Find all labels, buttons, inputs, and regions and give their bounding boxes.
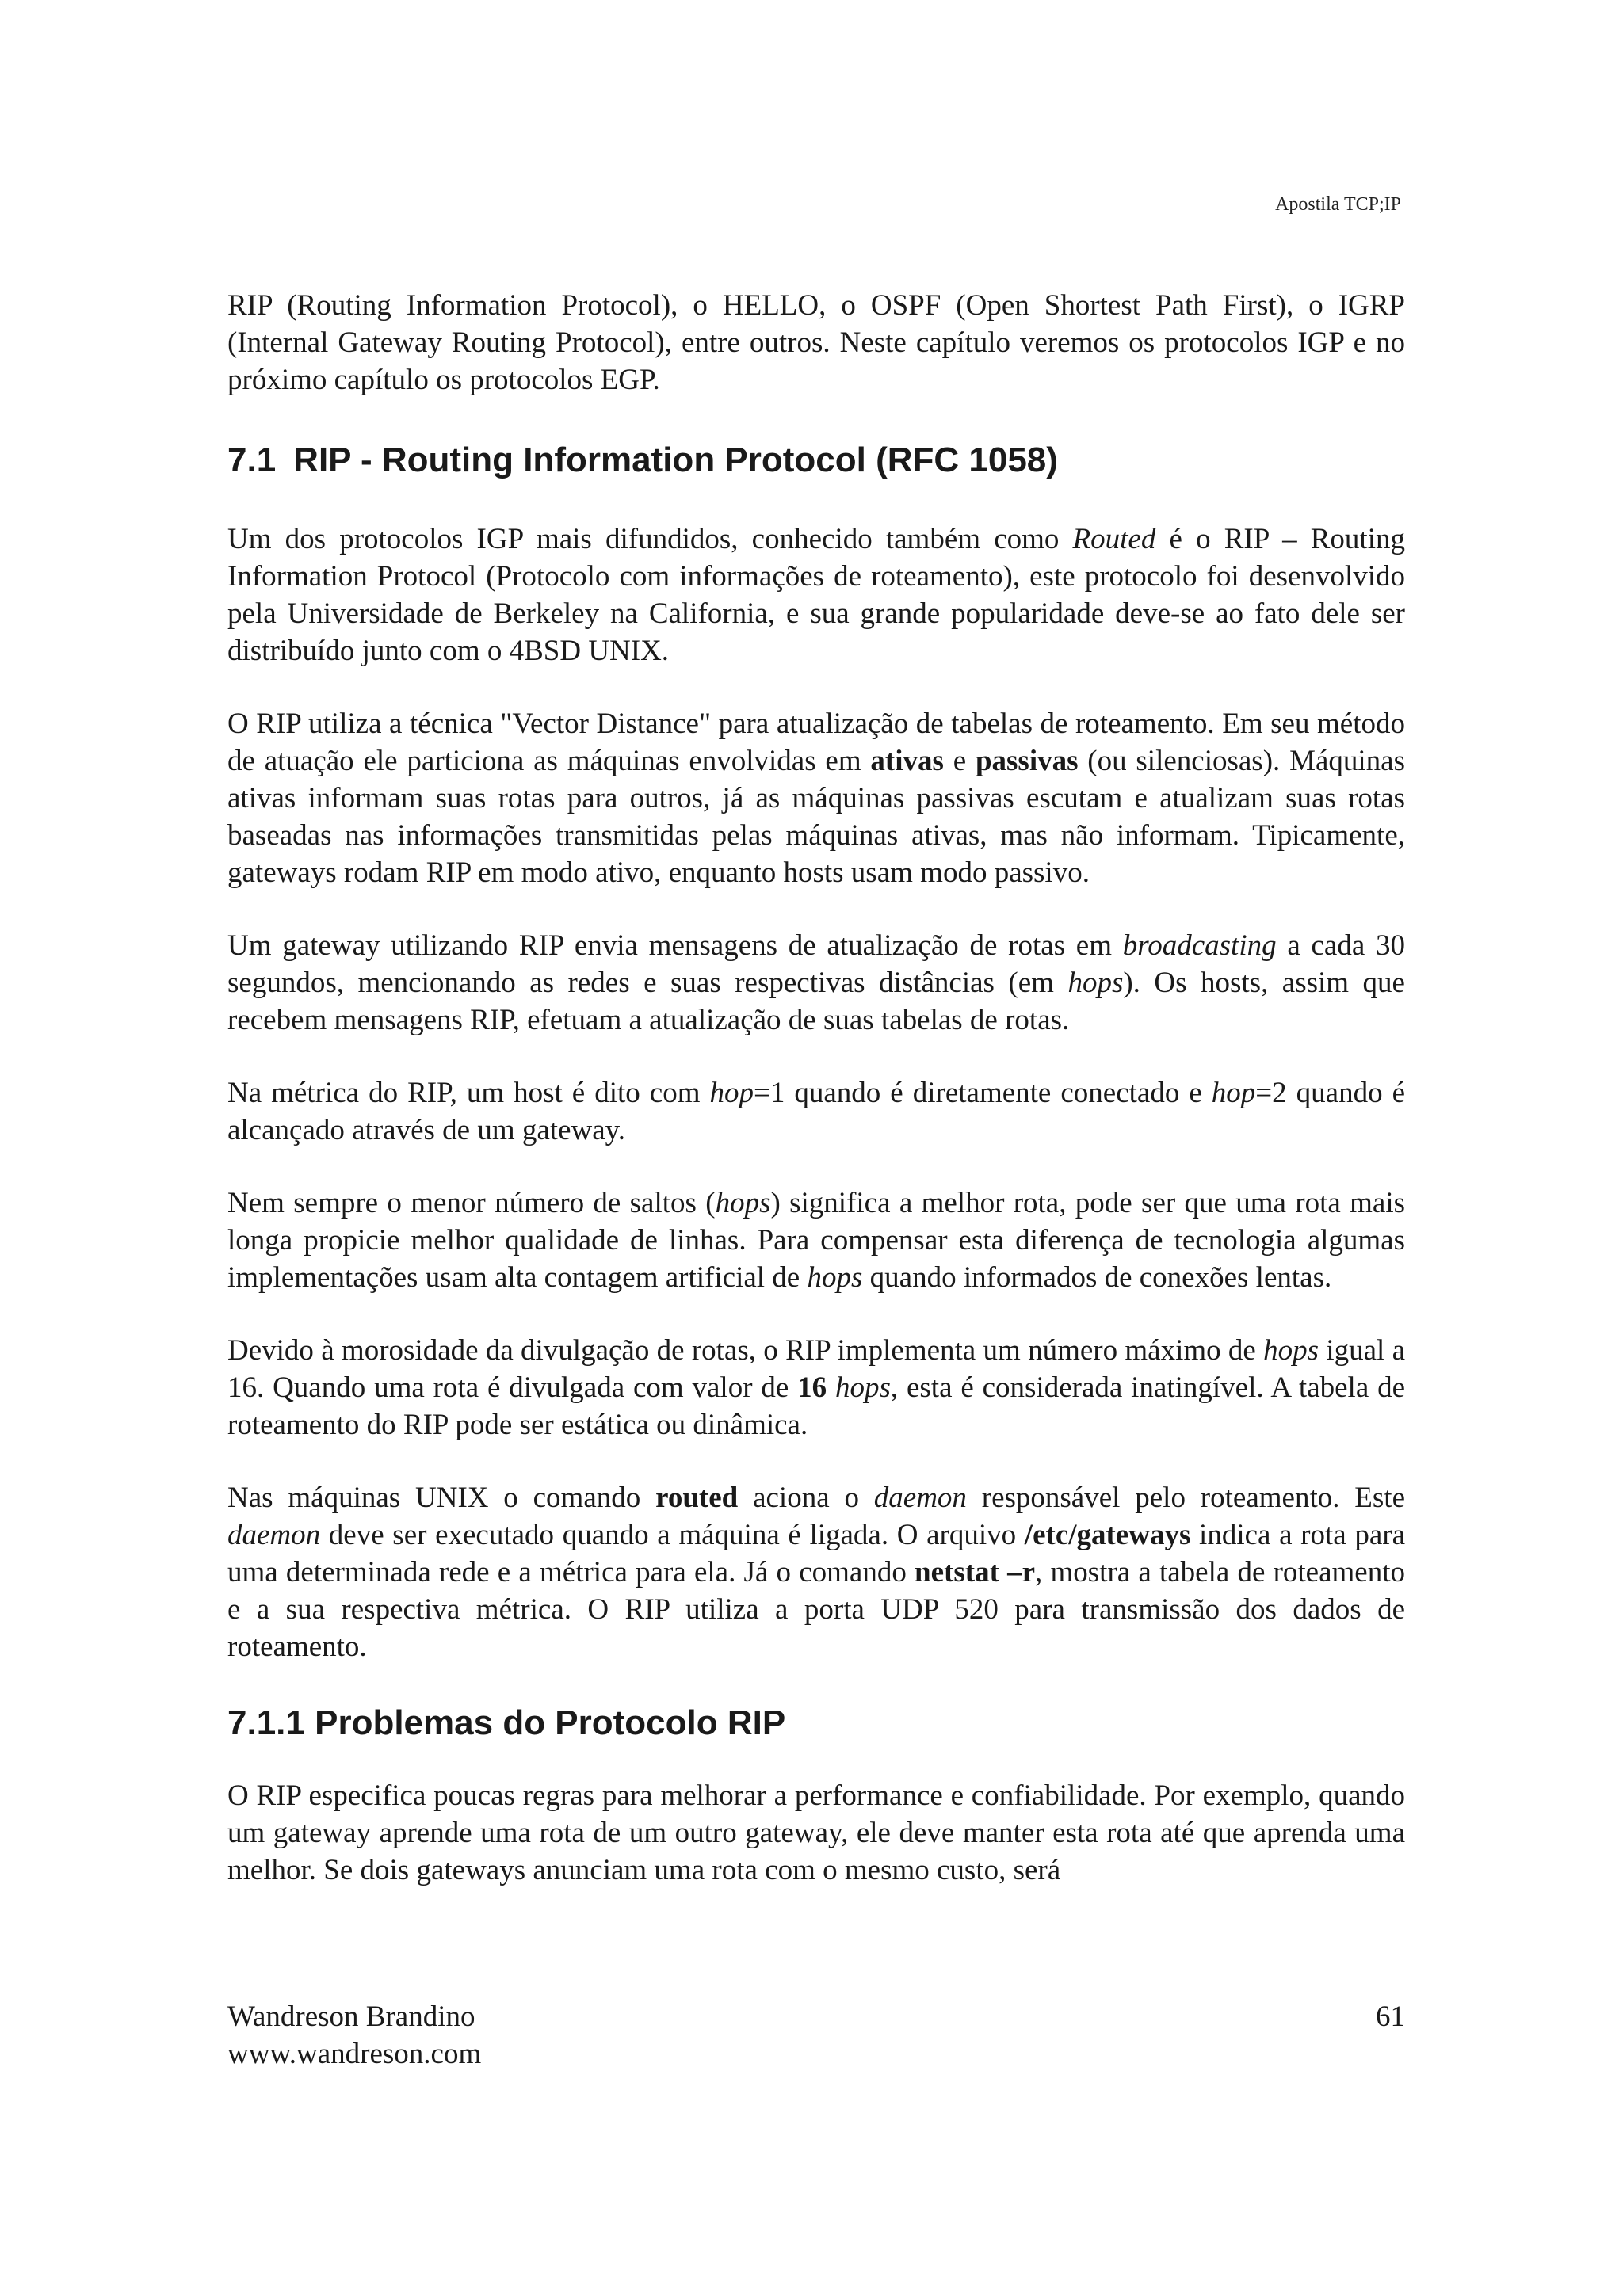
page-footer	[227, 1998, 1405, 2073]
section-heading	[227, 438, 1405, 482]
paragraph-rip-problems: O RIP especifica poucas regras para melhorar a performance e confiabilidade. Por exemplo, quando um gateway aprende uma rota de um outro gateway, ele deve manter esta rota até que aprenda uma melhor. Se dois gateways anunciam uma rota com o mesmo custo, será	[227, 1779, 1405, 1886]
footer-website: www.wandreson.com	[227, 2038, 482, 2070]
paragraph-metric: Na métrica do RIP, um host é dito com hop=1 quando é diretamente conectado e hop=2 quando é alcançado através de um gateway.	[227, 1077, 1406, 1146]
paragraph-max-hops: Devido à morosidade da divulgação de rotas, o RIP implementa um número máximo de hops igual a 16. Quando uma rota é divulgada com valor de 16 hops, esta é considerada inatingível. A tabela de roteamento do RIP pode ser estática ou dinâmica.	[227, 1334, 1406, 1441]
running-header: Apostila TCP;IP	[1275, 194, 1401, 215]
paragraph-unix-commands: Nas máquinas UNIX o comando routed aciona o daemon responsável pelo roteamento. Este daemon deve ser executado quando a máquina é ligada. O arquivo /etc/gateways indica a rota para uma determinada rede e a métrica para ela. Já o comando netstat –r, mostra a tabela de roteamento e a sua respectiva métrica. O RIP utiliza a porta UDP 520 para transmissão dos dados de roteamento.	[227, 1482, 1405, 1663]
paragraph-broadcasting: Um gateway utilizando RIP envia mensagens de atualização de rotas em broadcasting a cada 30 segundos, mencionando as redes e suas respectivas distâncias (em hops). Os hosts, assim que recebem mensagens RIP, efetuam a atualização de suas tabelas de rotas.	[227, 929, 1405, 1036]
section-number: 7.1	[227, 441, 277, 479]
subsection-heading	[227, 1701, 1405, 1745]
page-body	[227, 287, 1405, 1924]
subsection-title: Problemas do Protocolo RIP	[315, 1703, 786, 1742]
paragraph-rip-overview: Um dos protocolos IGP mais difundidos, conhecido também como Routed é o RIP – Routing Information Protocol (Protocolo com informações de roteamento), este protocolo foi desenvolvido pela Universidade de Berkeley na California, e sua grande popularidade deve-se ao fato dele ser distribuído junto com o 4BSD UNIX.	[227, 523, 1405, 667]
paragraph-vector-distance: O RIP utiliza a técnica "Vector Distance" para atualização de tabelas de roteamento. Em seu método de atuação ele particiona as máquinas envolvidas em ativas e passivas (ou silenciosas). Máquinas ativas informam suas rotas para outros, já as máquinas passivas escutam e atualizam suas rotas baseadas nas informações transmitidas pelas máquinas ativas, mas não informam. Tipicamente, gateways rodam RIP em modo ativo, enquanto hosts usam modo passivo.	[227, 707, 1405, 889]
footer-author: Wandreson Brandino	[227, 2000, 475, 2033]
paragraph-intro-continued: RIP (Routing Information Protocol), o HELLO, o OSPF (Open Shortest Path First), o IGRP (Internal Gateway Routing Protocol), entre outros. Neste capítulo veremos os protocolos IGP e no próximo capítulo os protocolos EGP.	[227, 289, 1405, 396]
section-title: RIP - Routing Information Protocol (RFC 1058)	[293, 441, 1058, 479]
subsection-number: 7.1.1	[227, 1703, 305, 1742]
page-number: 61	[1376, 2000, 1405, 2033]
paragraph-hops: Nem sempre o menor número de saltos (hops) significa a melhor rota, pode ser que uma rota mais longa propicie melhor qualidade de linhas. Para compensar esta diferença de tecnologia algumas implementações usam alta contagem artificial de hops quando informados de conexões lentas.	[227, 1187, 1405, 1294]
